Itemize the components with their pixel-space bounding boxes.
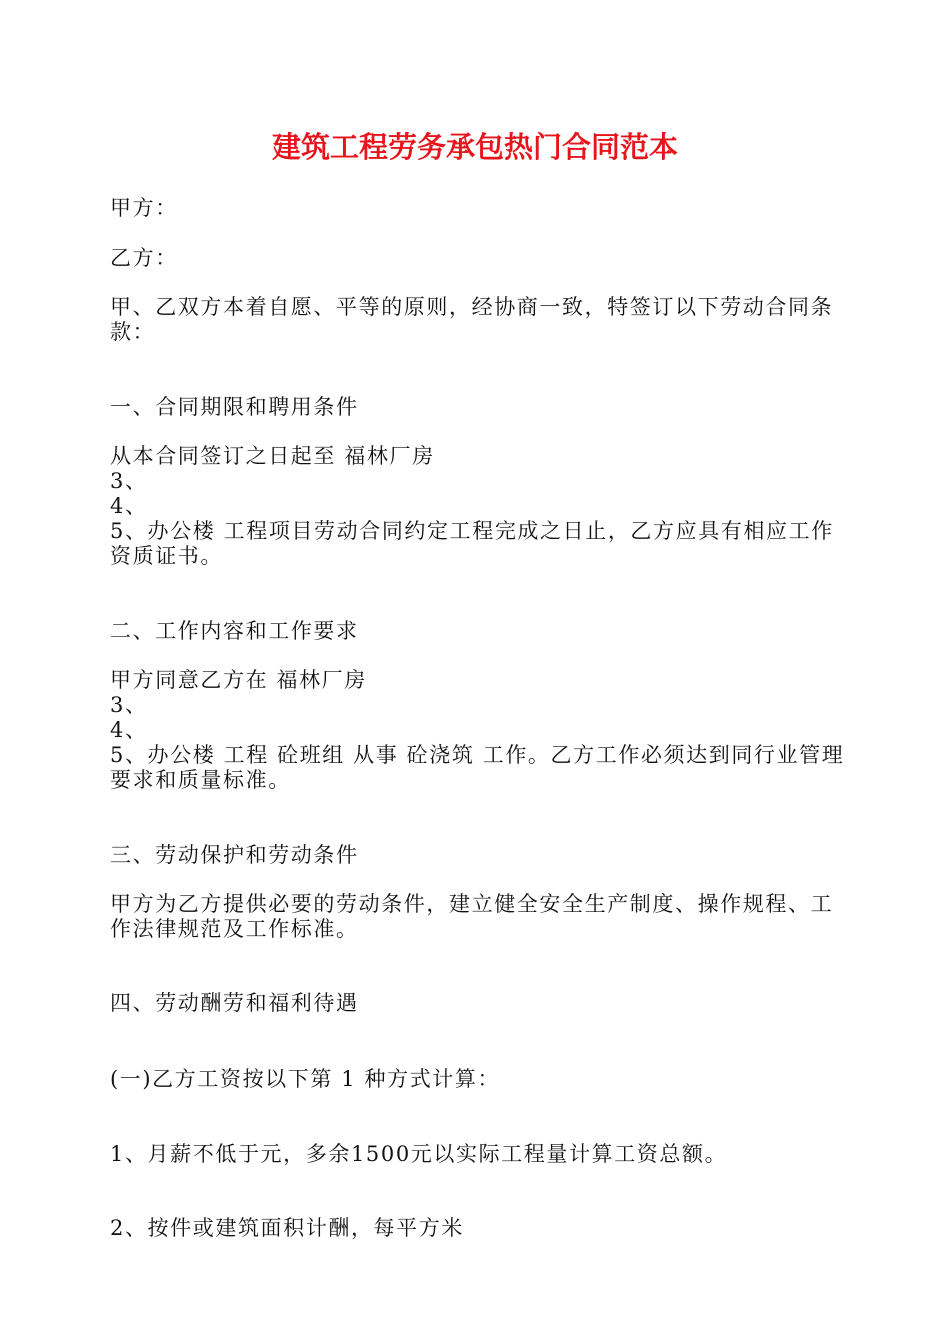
section-3-body: 甲方为乙方提供必要的劳动条件，建立健全安全生产制度、操作规程、工作法律规范及工作标准。 (110, 892, 834, 941)
section-2-line-2: 3、 (110, 693, 148, 717)
section-1-line-4: 5、办公楼 工程项目劳动合同约定工程完成之日止，乙方应具有相应工作资质证书。 (110, 519, 834, 568)
section-2-heading: 二、工作内容和工作要求 (110, 619, 359, 643)
section-1-line-2: 3、 (110, 469, 148, 493)
section-1-heading: 一、合同期限和聘用条件 (110, 395, 359, 419)
section-2-line-1: 甲方同意乙方在 福林厂房 (110, 668, 367, 692)
section-1-line-1: 从本合同签订之日起至 福林厂房 (110, 444, 435, 468)
section-1-line-3: 4、 (110, 494, 148, 518)
document-title: 建筑工程劳务承包热门合同范本 (271, 130, 678, 164)
intro-paragraph: 甲、乙双方本着自愿、平等的原则，经协商一致，特签订以下劳动合同条款： (110, 295, 834, 344)
section-2-line-3: 4、 (110, 718, 148, 742)
section-4-heading: 四、劳动酬劳和福利待遇 (110, 991, 359, 1015)
party-a-label: 甲方： (110, 196, 178, 220)
section-4-item-1: 1、月薪不低于元，多余1500元以实际工程量计算工资总额。 (110, 1142, 728, 1166)
section-4-sub-1: (一)乙方工资按以下第 1 种方式计算： (110, 1067, 501, 1091)
section-2-line-4: 5、办公楼 工程 砼班组 从事 砼浇筑 工作。乙方工作必须达到同行业管理要求和质量标准。 (110, 743, 845, 792)
section-3-heading: 三、劳动保护和劳动条件 (110, 843, 359, 867)
section-4-item-2: 2、按件或建筑面积计酬，每平方米 (110, 1216, 464, 1240)
party-b-label: 乙方： (110, 246, 178, 270)
